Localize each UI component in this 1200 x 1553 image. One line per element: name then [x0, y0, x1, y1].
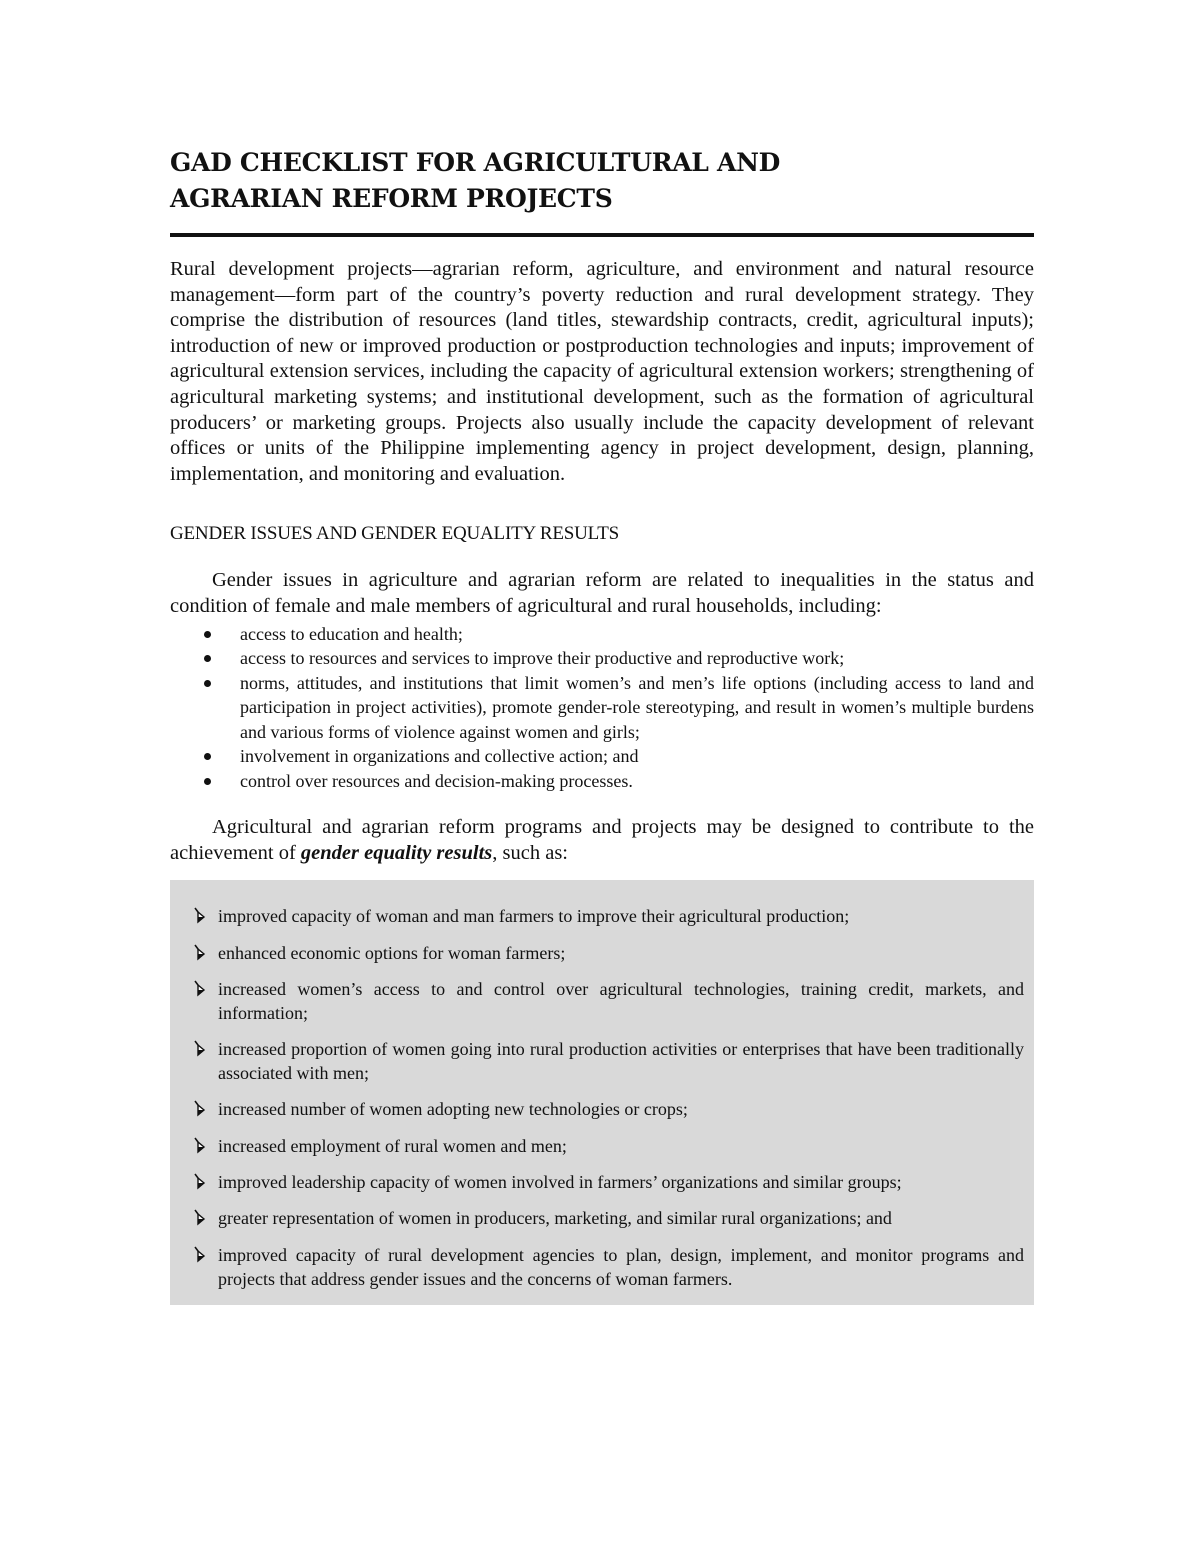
issue-list-item [170, 769, 1034, 794]
bullet-icon [204, 631, 211, 638]
gender-equality-results-box [170, 880, 1034, 1304]
gender-issues-list [170, 622, 1034, 794]
issue-text: access to education and health; [240, 623, 463, 644]
bullet-icon [204, 753, 211, 760]
title-line-2: AGRARIAN REFORM PROJECTS [170, 184, 613, 213]
result-text: improved leadership capacity of women involved in farmers’ organizations and similar groups; [218, 1172, 902, 1192]
bullet-icon [204, 778, 211, 785]
results-intro-suffix: , such as: [492, 841, 568, 864]
result-text: increased women’s access to and control over agricultural technologies, training credit, markets, and information; [218, 978, 1024, 1023]
result-list-item [190, 977, 1024, 1025]
arrow-bullet-icon [192, 906, 206, 924]
bullet-icon [204, 655, 211, 662]
result-list-item [190, 941, 1024, 965]
result-list-item [190, 1170, 1024, 1194]
arrow-bullet-icon [192, 1172, 206, 1190]
arrow-bullet-icon [192, 1039, 206, 1057]
result-text: greater representation of women in producers, marketing, and similar rural organizations; and [218, 1208, 892, 1229]
result-list-item [190, 1134, 1024, 1158]
result-list-item [190, 1206, 1024, 1230]
issue-list-item [170, 744, 1034, 769]
gender-equality-results-list [190, 904, 1024, 1290]
result-text: improved capacity of woman and man farmers to improve their agricultural production; [218, 906, 850, 927]
arrow-bullet-icon [192, 1245, 206, 1263]
issue-text: involvement in organizations and collective action; and [240, 746, 639, 767]
result-text: increased employment of rural women and men; [218, 1135, 567, 1156]
section-heading: GENDER ISSUES AND GENDER EQUALITY RESULTS [170, 523, 620, 545]
intro-paragraph: Rural development projects—agrarian reform, agriculture, and environment and natural resource management—form part of the country’s poverty reduction and rural development strategy. They comprise the distribution of resources (land titles, stewardship contracts, credit, agricultural inputs); introduction of new or improved production or postproduction technologies and inputs; improvement of agricultural extension services, including the capacity of agricultural extension workers; strengthening of agricultural marketing systems; and institutional development, such as the formation of agricultural producers’ or marketing groups. Projects also usually include the capacity development of relevant offices or units of the Philippine implementing agency in project development, design, planning, implementation, and monitoring and evaluation. [170, 258, 1034, 485]
issue-list-item [170, 622, 1034, 647]
document-page [170, 145, 1034, 1305]
title-line-1: GAD CHECKLIST FOR AGRICULTURAL AND [170, 148, 781, 177]
arrow-bullet-icon [192, 1208, 206, 1226]
results-intro-text: Agricultural and agrarian reform programs and projects may be designed to contribute to the achievement of [170, 816, 1034, 864]
result-list-item [190, 1243, 1024, 1291]
result-list-item [190, 904, 1024, 928]
result-list-item [190, 1097, 1024, 1121]
arrow-bullet-icon [192, 943, 206, 961]
arrow-bullet-icon [192, 1136, 206, 1154]
gender-equality-results-term: gender equality results [300, 841, 493, 864]
issues-intro-paragraph: Gender issues in agriculture and agrarian reform are related to inequalities in the status and condition of female and male members of agricultural and rural households, including: [170, 569, 1034, 617]
issue-text: control over resources and decision-making processes. [240, 770, 633, 791]
result-text: increased number of women adopting new technologies or crops; [218, 1099, 688, 1120]
results-intro-paragraph [170, 815, 1034, 866]
bullet-icon [204, 680, 211, 687]
issue-text: access to resources and services to improve their productive and reproductive work; [240, 648, 845, 669]
result-text: improved capacity of rural development agencies to plan, design, implement, and monitor programs and projects that address gender issues and the concerns of woman farmers. [218, 1244, 1024, 1289]
issue-list-item [170, 646, 1034, 671]
arrow-bullet-icon [192, 979, 206, 997]
result-text: enhanced economic options for woman farmers; [218, 942, 566, 963]
arrow-bullet-icon [192, 1099, 206, 1117]
result-list-item [190, 1037, 1024, 1085]
issue-text: norms, attitudes, and institutions that limit women’s and men’s life options (including access to land and participation in project activities), promote gender-role stereotyping, and result in women’s multiple burdens and various forms of violence against women and girls; [240, 672, 1034, 742]
issue-list-item [170, 671, 1034, 745]
title-divider [170, 233, 1034, 237]
page-title [170, 145, 1034, 217]
result-text: increased proportion of women going into rural production activities or enterprises that have been traditionally associated with men; [218, 1039, 1024, 1084]
